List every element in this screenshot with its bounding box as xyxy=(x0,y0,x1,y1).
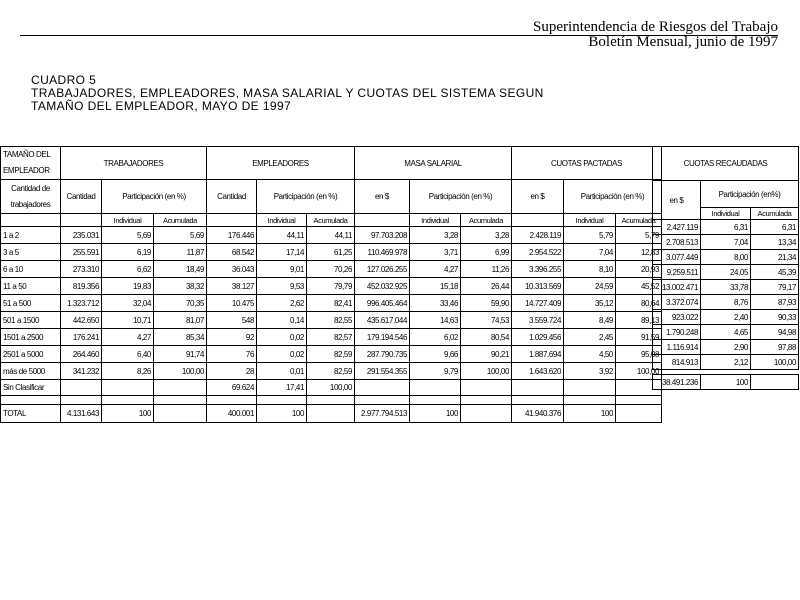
table-row xyxy=(1,312,662,329)
table-row xyxy=(653,280,799,295)
table-cell-e-acu: 70,26 xyxy=(307,261,355,278)
table-cell-m-acu: 90,21 xyxy=(461,346,512,363)
table-cell-t-ind: 32,04 xyxy=(102,295,154,312)
row-label: 3 a 5 xyxy=(1,244,61,261)
table-cell-p-acu: 91,59 xyxy=(616,329,662,346)
table-cell-r-acu: 100,00 xyxy=(751,355,799,370)
spacer-cell xyxy=(564,396,616,405)
table-cell-t-cant: 819.356 xyxy=(61,278,102,295)
row-label: 51 a 500 xyxy=(1,295,61,312)
total-row xyxy=(1,405,662,423)
table-cell-e-ind: 44,11 xyxy=(257,227,307,244)
table-cell-e-acu: 61,25 xyxy=(307,244,355,261)
table-cell-r-ind: 7,04 xyxy=(701,235,751,250)
table-cell-m-ind: 33,46 xyxy=(410,295,461,312)
table-cell-m-acu: 74,53 xyxy=(461,312,512,329)
table-cell-e-cant: 28 xyxy=(207,363,257,380)
table-cell-t-cant: 1.323.712 xyxy=(61,295,102,312)
table-cell-t-cant: 255.591 xyxy=(61,244,102,261)
table-cell-p-pesos: 2.954.522 xyxy=(512,244,564,261)
table-cell-r-pesos: 9.259.511 xyxy=(653,265,701,280)
header-masa-participacion: Participación (en %) xyxy=(410,180,512,214)
table-cell-t-acu: 11,87 xyxy=(154,244,207,261)
table-row xyxy=(1,380,662,396)
table-cell-t-ind: 6,62 xyxy=(102,261,154,278)
table-cell-e-acu: 82,55 xyxy=(307,312,355,329)
header-tamano-1: TAMAÑO DEL xyxy=(1,147,61,163)
table-cell-p-ind: 8,49 xyxy=(564,312,616,329)
table-cell-e-cant: 36.043 xyxy=(207,261,257,278)
table-cell-p-ind: 2,45 xyxy=(564,329,616,346)
table-cell-m-acu: 3,28 xyxy=(461,227,512,244)
table-cell-m-acu xyxy=(461,380,512,396)
total-cell-m-pesos: 2.977.794.513 xyxy=(355,405,410,423)
table-cell-m-acu: 80,54 xyxy=(461,329,512,346)
total-cell-p-pesos: 41.940.376 xyxy=(512,405,564,423)
table-cell-r-pesos: 3.077.449 xyxy=(653,250,701,265)
row-label: 1501 a 2500 xyxy=(1,329,61,346)
table-cell-t-acu: 100,00 xyxy=(154,363,207,380)
header-rule xyxy=(20,35,778,36)
table-cell-e-acu: 82,57 xyxy=(307,329,355,346)
table-row xyxy=(1,363,662,380)
recaudadas-table xyxy=(652,146,799,390)
table-row xyxy=(653,340,799,355)
table-cell-r-ind: 24,05 xyxy=(701,265,751,280)
header-emp-acumulada: Acumulada xyxy=(307,214,355,227)
table-cell-t-acu: 85,34 xyxy=(154,329,207,346)
table-cell-m-ind: 3,71 xyxy=(410,244,461,261)
table-cell-r-pesos: 814.913 xyxy=(653,355,701,370)
table-cell-t-ind: 10,71 xyxy=(102,312,154,329)
table-row xyxy=(1,295,662,312)
table-row xyxy=(1,261,662,278)
table-cell-e-ind: 0,02 xyxy=(257,346,307,363)
table-cell-p-acu: 89,13 xyxy=(616,312,662,329)
table-cell-p-ind: 8,10 xyxy=(564,261,616,278)
table-cell-t-acu: 70,35 xyxy=(154,295,207,312)
table-cell-e-acu: 79,79 xyxy=(307,278,355,295)
table-cell-m-pesos: 110.469.978 xyxy=(355,244,410,261)
table-cell-m-ind: 4,27 xyxy=(410,261,461,278)
table-cell-t-ind: 6,19 xyxy=(102,244,154,261)
total-cell-m-ind: 100 xyxy=(410,405,461,423)
table-cell-t-acu: 18,49 xyxy=(154,261,207,278)
table-cell-r-ind: 2,12 xyxy=(701,355,751,370)
header-pact-acumulada: Acumulada xyxy=(616,214,662,227)
table-row xyxy=(1,227,662,244)
table-cell-r-pesos: 1.790.248 xyxy=(653,325,701,340)
table-cell-r-pesos: 2.708.513 xyxy=(653,235,701,250)
header-trabajadores-label: trabajadores xyxy=(1,196,61,214)
total-blank xyxy=(307,405,355,423)
table-cell-e-acu: 82,41 xyxy=(307,295,355,312)
table-cell-t-acu: 81,07 xyxy=(154,312,207,329)
table-cell-r-ind: 2,40 xyxy=(701,310,751,325)
total-cell-t-cant: 4.131.643 xyxy=(61,405,102,423)
table-cell-p-ind: 4,50 xyxy=(564,346,616,363)
spacer-cell xyxy=(1,396,61,405)
row-label: 2501 a 5000 xyxy=(1,346,61,363)
table-cell-m-ind: 9,66 xyxy=(410,346,461,363)
table-cell-m-pesos: 291.554.355 xyxy=(355,363,410,380)
table-cell-r-pesos: 13.002.471 xyxy=(653,280,701,295)
table-row xyxy=(653,355,799,370)
table-cell-m-pesos: 127.026.255 xyxy=(355,261,410,278)
table-cell-m-ind: 3,28 xyxy=(410,227,461,244)
header-cuotas-recaudadas: CUOTAS RECAUDADAS xyxy=(653,147,799,181)
total-cell-p-ind: 100 xyxy=(564,405,616,423)
row-label: 11 a 50 xyxy=(1,278,61,295)
table-cell-m-pesos: 287.790.735 xyxy=(355,346,410,363)
table-cell-t-cant: 264.460 xyxy=(61,346,102,363)
total-blank xyxy=(616,405,662,423)
header-emp-cantidad: Cantidad xyxy=(207,180,257,214)
table-cell-e-ind: 17,14 xyxy=(257,244,307,261)
table-cell-e-ind: 0,14 xyxy=(257,312,307,329)
table-cell-m-acu: 11,26 xyxy=(461,261,512,278)
table-cell-t-ind: 6,40 xyxy=(102,346,154,363)
total-row xyxy=(653,375,799,390)
table-cell-p-pesos: 1.887.694 xyxy=(512,346,564,363)
table-cell-t-ind xyxy=(102,380,154,396)
table-cell-p-pesos: 1.029.456 xyxy=(512,329,564,346)
table-row xyxy=(1,346,662,363)
table-row xyxy=(1,329,662,346)
table-title-line-1: TRABAJADORES, EMPLEADORES, MASA SALARIAL Y CUOTAS DEL SISTEMA SEGUN xyxy=(31,86,544,100)
total-cell-r-pesos: 38.491.236 xyxy=(653,375,701,390)
table-cell-p-ind: 24,59 xyxy=(564,278,616,295)
table-cell-m-ind: 9,79 xyxy=(410,363,461,380)
table-cell-p-acu: 20,93 xyxy=(616,261,662,278)
table-cell-t-ind: 4,27 xyxy=(102,329,154,346)
table-cell-m-ind: 6,02 xyxy=(410,329,461,346)
table-cell-p-acu: 95,08 xyxy=(616,346,662,363)
table-cell-r-ind: 33,78 xyxy=(701,280,751,295)
table-cell-p-acu: 5,79 xyxy=(616,227,662,244)
table-cell-e-ind: 9,53 xyxy=(257,278,307,295)
header-blank xyxy=(512,214,564,227)
table-cell-t-ind: 8,26 xyxy=(102,363,154,380)
table-number: CUADRO 5 xyxy=(31,73,97,87)
header-emp-individual: Individual xyxy=(257,214,307,227)
header-blank xyxy=(355,214,410,227)
table-cell-m-pesos xyxy=(355,380,410,396)
table-cell-p-pesos: 3.559.724 xyxy=(512,312,564,329)
table-cell-r-acu: 21,34 xyxy=(751,250,799,265)
total-cell-e-cant: 400.001 xyxy=(207,405,257,423)
table-cell-e-cant: 10.475 xyxy=(207,295,257,312)
table-row xyxy=(653,310,799,325)
table-cell-m-acu: 6,99 xyxy=(461,244,512,261)
table-cell-p-acu: 100,00 xyxy=(616,363,662,380)
row-label: más de 5000 xyxy=(1,363,61,380)
spacer-cell xyxy=(307,396,355,405)
total-cell-e-ind: 100 xyxy=(257,405,307,423)
table-cell-m-ind: 15,18 xyxy=(410,278,461,295)
table-cell-r-pesos: 923.022 xyxy=(653,310,701,325)
table-cell-t-acu: 38,32 xyxy=(154,278,207,295)
table-row xyxy=(653,250,799,265)
table-cell-m-pesos: 452.032.925 xyxy=(355,278,410,295)
table-cell-t-acu xyxy=(154,380,207,396)
header-emp-participacion: Participación (en %) xyxy=(257,180,355,214)
spacer-cell xyxy=(102,396,154,405)
header-recaud-acumulada: Acumulada xyxy=(751,208,799,220)
table-cell-m-ind: 14,63 xyxy=(410,312,461,329)
table-cell-m-acu: 26,44 xyxy=(461,278,512,295)
header-cuotas-pactadas: CUOTAS PACTADAS xyxy=(512,147,662,180)
header-pact-individual: Individual xyxy=(564,214,616,227)
row-label: 6 a 10 xyxy=(1,261,61,278)
table-row xyxy=(653,295,799,310)
table-cell-p-pesos: 10.313.569 xyxy=(512,278,564,295)
table-cell-p-ind: 7,04 xyxy=(564,244,616,261)
table-cell-p-pesos: 3.396.255 xyxy=(512,261,564,278)
table-cell-r-ind: 6,31 xyxy=(701,220,751,235)
table-cell-r-acu: 90,33 xyxy=(751,310,799,325)
table-cell-r-acu: 6,31 xyxy=(751,220,799,235)
header-pact-pesos: en $ xyxy=(512,180,564,214)
table-cell-e-cant: 548 xyxy=(207,312,257,329)
table-cell-r-acu: 79,17 xyxy=(751,280,799,295)
spacer-cell xyxy=(207,396,257,405)
table-cell-t-cant: 273.310 xyxy=(61,261,102,278)
table-cell-p-pesos xyxy=(512,380,564,396)
table-cell-e-acu: 82,59 xyxy=(307,363,355,380)
table-row xyxy=(653,235,799,250)
table-cell-e-cant: 176.446 xyxy=(207,227,257,244)
total-blank xyxy=(154,405,207,423)
table-cell-e-cant: 68.542 xyxy=(207,244,257,261)
table-cell-e-acu: 82,59 xyxy=(307,346,355,363)
table-row xyxy=(653,265,799,280)
table-cell-p-pesos: 14.727.409 xyxy=(512,295,564,312)
table-cell-m-pesos: 179.194.546 xyxy=(355,329,410,346)
header-empleadores: EMPLEADORES xyxy=(207,147,355,180)
spacer-cell xyxy=(61,396,102,405)
table-cell-m-pesos: 435.617.044 xyxy=(355,312,410,329)
total-blank xyxy=(461,405,512,423)
table-cell-p-pesos: 2.428.119 xyxy=(512,227,564,244)
table-cell-t-acu: 91,74 xyxy=(154,346,207,363)
table-cell-p-pesos: 1.643.620 xyxy=(512,363,564,380)
table-cell-e-ind: 17,41 xyxy=(257,380,307,396)
table-cell-t-cant: 176.241 xyxy=(61,329,102,346)
table-cell-r-acu: 87,93 xyxy=(751,295,799,310)
header-blank xyxy=(61,214,102,227)
table-cell-r-ind: 2,90 xyxy=(701,340,751,355)
table-cell-r-ind: 8,00 xyxy=(701,250,751,265)
table-cell-e-cant: 76 xyxy=(207,346,257,363)
header-trab-acumulada: Acumulada xyxy=(154,214,207,227)
table-cell-p-ind: 35,12 xyxy=(564,295,616,312)
table-cell-t-cant: 442.650 xyxy=(61,312,102,329)
header-organization: Superintendencia de Riesgos del Trabajo xyxy=(533,19,778,35)
header-trabajadores: TRABAJADORES xyxy=(61,147,207,180)
table-title-line-2: TAMAÑO DEL EMPLEADOR, MAYO DE 1997 xyxy=(31,99,292,113)
table-cell-r-ind: 4,65 xyxy=(701,325,751,340)
header-masa-acumulada: Acumulada xyxy=(461,214,512,227)
table-cell-e-ind: 2,62 xyxy=(257,295,307,312)
header-blank xyxy=(1,214,61,227)
total-blank xyxy=(751,375,799,390)
table-cell-p-ind: 5,79 xyxy=(564,227,616,244)
table-cell-m-pesos: 97.703.208 xyxy=(355,227,410,244)
data-table xyxy=(0,146,662,423)
table-row xyxy=(653,325,799,340)
table-row xyxy=(653,220,799,235)
row-label: Sin Clasificar xyxy=(1,380,61,396)
table-cell-t-cant: 341.232 xyxy=(61,363,102,380)
table-cell-e-ind: 9,01 xyxy=(257,261,307,278)
table-cell-e-cant: 92 xyxy=(207,329,257,346)
spacer-row xyxy=(1,396,662,405)
header-cantidad-de: Cantidad de xyxy=(1,180,61,197)
spacer-cell xyxy=(616,396,662,405)
table-cell-m-pesos: 996.405.464 xyxy=(355,295,410,312)
table-cell-t-ind: 19,83 xyxy=(102,278,154,295)
header-tamano-2: EMPLEADOR xyxy=(1,162,61,180)
spacer-cell xyxy=(461,396,512,405)
table-cell-e-acu: 44,11 xyxy=(307,227,355,244)
spacer-cell xyxy=(257,396,307,405)
table-cell-t-ind: 5,69 xyxy=(102,227,154,244)
table-cell-p-acu: 45,52 xyxy=(616,278,662,295)
spacer-cell xyxy=(355,396,410,405)
table-cell-e-cant: 38.127 xyxy=(207,278,257,295)
table-cell-t-acu: 5,69 xyxy=(154,227,207,244)
table-cell-r-pesos: 3.372.074 xyxy=(653,295,701,310)
header-trab-cantidad: Cantidad xyxy=(61,180,102,214)
table-cell-e-acu: 100,00 xyxy=(307,380,355,396)
total-cell-r-ind: 100 xyxy=(701,375,751,390)
table-cell-p-ind xyxy=(564,380,616,396)
table-cell-r-pesos: 2.427.119 xyxy=(653,220,701,235)
row-label: 1 a 2 xyxy=(1,227,61,244)
spacer-cell xyxy=(154,396,207,405)
header-trab-individual: Individual xyxy=(102,214,154,227)
table-cell-e-ind: 0,01 xyxy=(257,363,307,380)
table-cell-m-acu: 100,00 xyxy=(461,363,512,380)
header-bulletin: Boletín Mensual, junio de 1997 xyxy=(588,34,778,50)
header-trab-participacion: Participación (en %) xyxy=(102,180,207,214)
table-cell-r-pesos: 1.116.914 xyxy=(653,340,701,355)
header-masa-individual: Individual xyxy=(410,214,461,227)
table-cell-r-acu: 97,88 xyxy=(751,340,799,355)
header-blank xyxy=(207,214,257,227)
table-cell-e-ind: 0,02 xyxy=(257,329,307,346)
table-cell-r-acu: 13,34 xyxy=(751,235,799,250)
table-cell-r-ind: 8,76 xyxy=(701,295,751,310)
table-cell-r-acu: 45,39 xyxy=(751,265,799,280)
spacer-cell xyxy=(410,396,461,405)
header-recaud-participacion: Participación (en%) xyxy=(701,181,799,208)
table-cell-r-acu: 94,98 xyxy=(751,325,799,340)
header-recaud-pesos: en $ xyxy=(653,181,701,220)
table-cell-m-ind xyxy=(410,380,461,396)
table-row xyxy=(1,278,662,295)
header-pact-participacion: Participación (en %) xyxy=(564,180,662,214)
table-cell-m-acu: 59,90 xyxy=(461,295,512,312)
table-cell-t-cant: 235.031 xyxy=(61,227,102,244)
table-cell-p-acu: 12,83 xyxy=(616,244,662,261)
header-recaud-individual: Individual xyxy=(701,208,751,220)
total-cell-t-ind: 100 xyxy=(102,405,154,423)
total-label: TOTAL xyxy=(1,405,61,423)
table-title-block xyxy=(31,74,544,113)
table-cell-t-cant xyxy=(61,380,102,396)
header-masa-pesos: en $ xyxy=(355,180,410,214)
spacer-cell xyxy=(512,396,564,405)
row-label: 501 a 1500 xyxy=(1,312,61,329)
header-masa-salarial: MASA SALARIAL xyxy=(355,147,512,180)
table-cell-p-ind: 3,92 xyxy=(564,363,616,380)
table-cell-e-cant: 69.624 xyxy=(207,380,257,396)
table-cell-p-acu: 80,64 xyxy=(616,295,662,312)
table-row xyxy=(1,244,662,261)
